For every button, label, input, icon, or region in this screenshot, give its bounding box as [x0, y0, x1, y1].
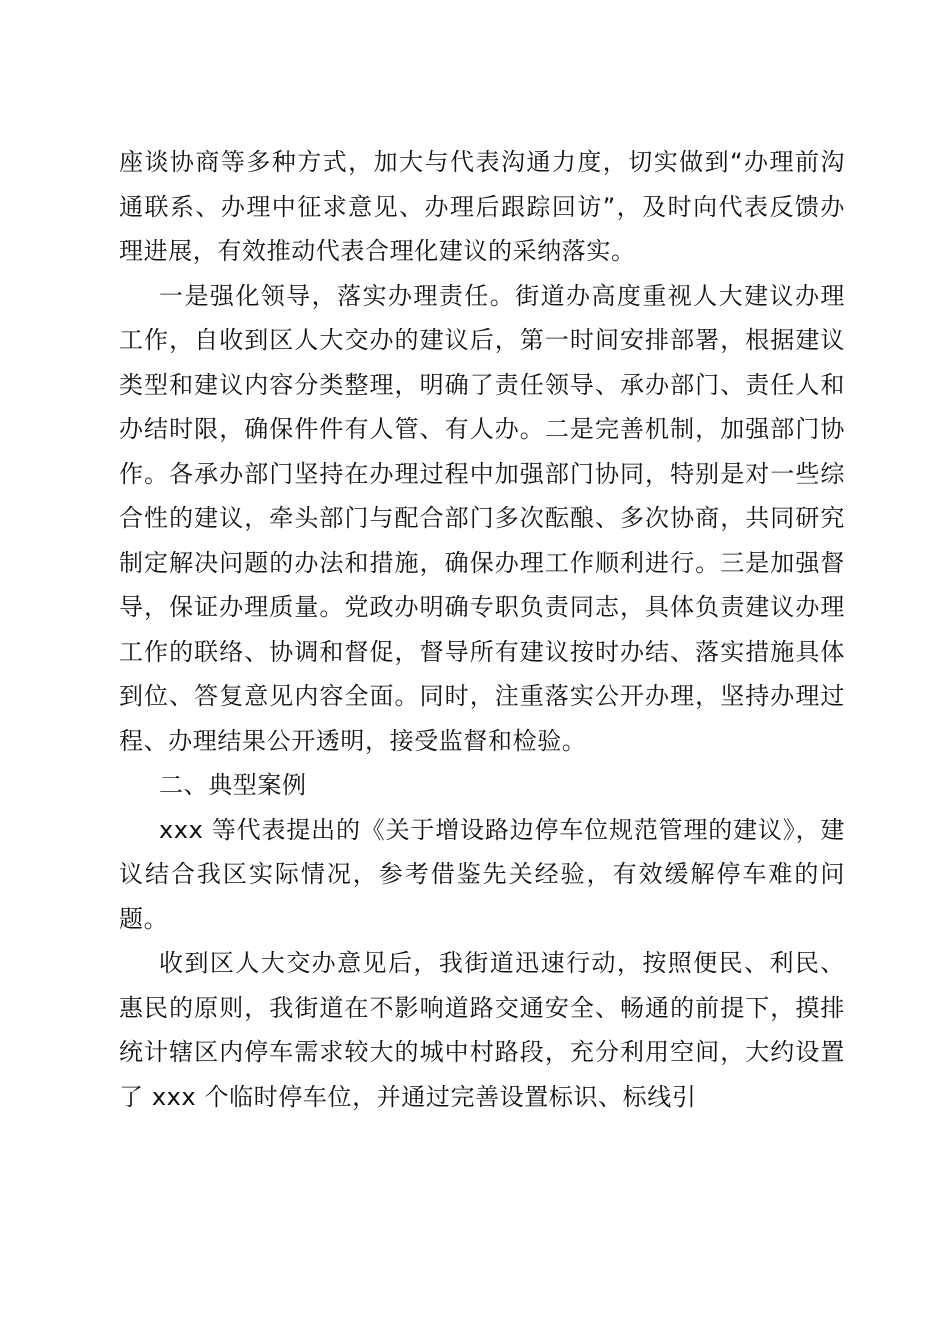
paragraph-case-proposal: xxx 等代表提出的《关于增设路边停车位规范管理的建议》，建议结合我区实际情况，参考借鉴先关经验，有效缓解停车难的问题。 — [119, 815, 845, 933]
section-heading-typical-cases: 二、典型案例 — [159, 771, 307, 799]
paragraph-communication: 座谈协商等多种方式，加大与代表沟通力度，切实做到“办理前沟通联系、办理中征求意见、办理后跟踪回访”，及时向代表反馈办理进展，有效推动代表合理化建议的采纳落实。 — [119, 148, 845, 265]
paragraph-measures: 一是强化领导，落实办理责任。街道办高度重视人大建议办理工作，自收到区人大交办的建议后，第一时间安排部署，根据建议类型和建议内容分类整理，明确了责任领导、承办部门、责任人和办结时限，确保件件有人管、有人办。二是完善机制，加强部门协作。各承办部门坚持在办理过程中加强部门协同，特别是对一些综合性的建议，牵头部门与配合部门多次酝酿、多次协商，共同研究制定解决问题的办法和措施，确保办理工作顺利进行。三是加强督导，保证办理质量。党政办明确专职负责同志，具体负责建议办理工作的联络、协调和督促，督导所有建议按时办结、落实措施具体到位、答复意见内容全面。同时，注重落实公开办理，坚持办理过程、办理结果公开透明，接受监督和检验。 — [119, 281, 845, 755]
document-body — [119, 140, 845, 1119]
paragraph-case-action: 收到区人大交办意见后，我街道迅速行动，按照便民、利民、惠民的原则，我街道在不影响道路交通安全、畅通的前提下，摸排统计辖区内停车需求较大的城中村路段，充分利用空间，大约设置了 xxx 个临时停车位，并通过完善设置标识、标线引 — [119, 949, 845, 1111]
